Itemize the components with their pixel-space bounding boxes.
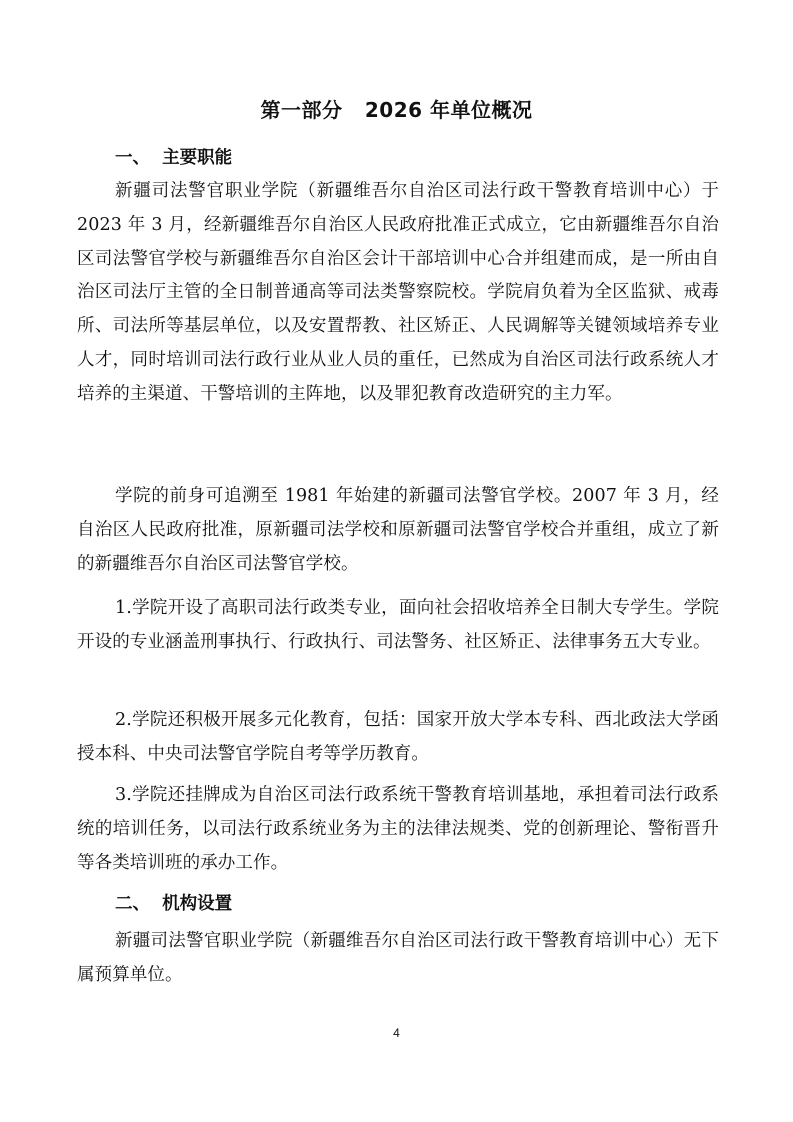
section-heading-organization: 二、 机构设置 [115,894,233,914]
section-heading-main-functions: 一、 主要职能 [115,148,233,168]
paragraph-college-history: 学院的前身可追溯至 1981 年始建的新疆司法警官学校。2007 年 3 月，经自治区人民政府批准，原新疆司法学校和原新疆司法警官学校合并重组，成立了新的新疆维吾尔自治区司法警官学校。 [77,486,719,574]
paragraph-organization: 新疆司法警官职业学院（新疆维吾尔自治区司法行政干警教育培训中心）无下属预算单位。 [77,931,719,985]
paragraph-college-overview: 新疆司法警官职业学院（新疆维吾尔自治区司法行政干警教育培训中心）于 2023 年 3 月，经新疆维吾尔自治区人民政府批准正式成立，它由新疆维吾尔自治区司法警官学校与新疆维吾尔自治区会计干部培训中心合并组建而成，是一所由自治区司法厅主管的全日制普通高等司法类警察院校。学院肩负着为全区监狱、戒毒所、司法所等基层单位，以及安置帮教、社区矫正、人民调解等关键领域培养专业人才，同时培训司法行政行业从业人员的重任，已然成为自治区司法行政系统人才培养的主渠道、干警培训的主阵地，以及罪犯教育改造研究的主力军。 [77,181,719,404]
paragraph-item-2-education: 2.学院还积极开展多元化教育，包括：国家开放大学本专科、西北政法大学函授本科、中央司法警官学院自考等学历教育。 [77,710,719,764]
paragraph-item-3-training-base: 3.学院还挂牌成为自治区司法行政系统干警教育培训基地，承担着司法行政系统的培训任务，以司法行政系统业务为主的法律法规类、党的创新理论、警衔晋升等各类培训班的承办工作。 [77,785,719,873]
paragraph-item-1-majors: 1.学院开设了高职司法行政类专业，面向社会招收培养全日制大专学生。学院开设的专业涵盖刑事执行、行政执行、司法警务、社区矫正、法律事务五大专业。 [77,598,719,652]
page-number: 4 [393,1026,400,1040]
page-title: 第一部分 2026 年单位概况 [260,98,533,122]
